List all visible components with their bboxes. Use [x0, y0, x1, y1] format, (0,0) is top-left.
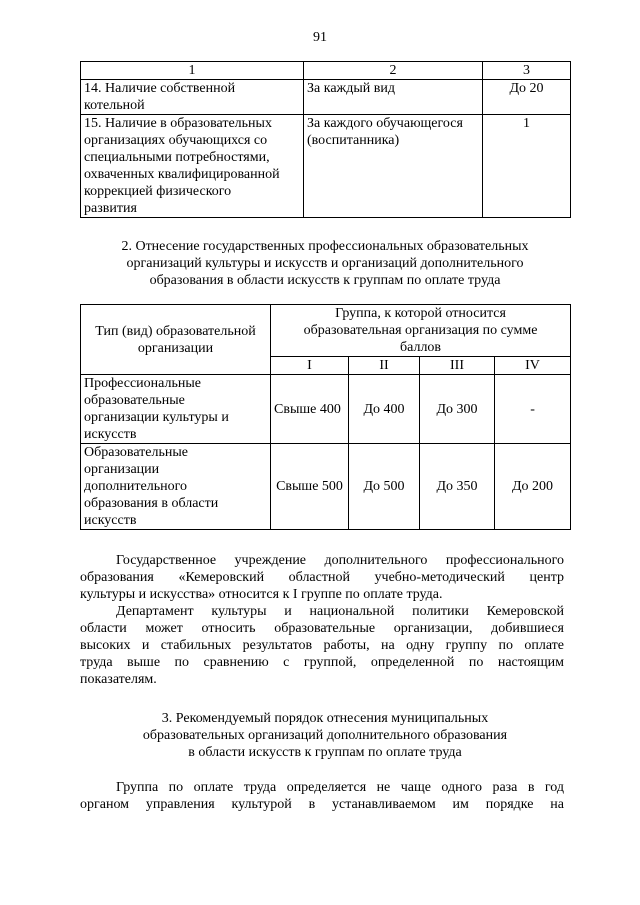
group-i-header: I: [271, 357, 349, 375]
value-cell: Свыше 400: [271, 375, 349, 444]
cell-line: (воспитанника): [307, 133, 400, 148]
group-ii-header: II: [349, 357, 420, 375]
paragraph-line: области может относить образовательные организации, добившиеся: [80, 621, 564, 636]
cell-line: специальными потребностями,: [84, 150, 270, 165]
value-cell: До 500: [349, 444, 420, 530]
cell-line: 14. Наличие собственной: [84, 81, 236, 96]
basis-cell: [304, 80, 483, 115]
score-cell: 1: [483, 115, 571, 218]
cell-line: За каждого обучающегося: [307, 116, 463, 131]
heading-line: 2. Отнесение государственных профессиональных образовательных: [121, 239, 529, 254]
value-cell: Свыше 500: [271, 444, 349, 530]
group-header-cell: [271, 305, 571, 357]
col-header-3: 3: [483, 62, 571, 80]
table-row: [81, 444, 571, 530]
criterion-cell: [81, 115, 304, 218]
col-header-2: 2: [304, 62, 483, 80]
table-row: [81, 375, 571, 444]
cell-line: организации: [84, 462, 160, 477]
header-line: образовательная организация по сумме: [303, 323, 538, 338]
heading-line: образовательных организаций дополнительного образования: [142, 728, 508, 743]
heading-line: 3. Рекомендуемый порядок отнесения муниципальных: [161, 711, 489, 726]
table-row: [81, 80, 571, 115]
paragraph-line: высоких и стабильных результатов работы, на одну группу по оплате: [80, 638, 564, 653]
paragraph-line: культуры и искусства» относится к I группе по оплате труда.: [80, 587, 443, 602]
value-cell: -: [495, 375, 571, 444]
header-line: баллов: [400, 340, 442, 355]
paragraph-line: Государственное учреждение дополнительного профессионального: [116, 553, 564, 568]
cell-line: 15. Наличие в образовательных: [84, 116, 272, 131]
section2-heading: [80, 238, 570, 289]
criterion-cell: [81, 80, 304, 115]
cell-line: коррекцией физического: [84, 184, 232, 199]
value-cell: До 350: [420, 444, 495, 530]
table-header-row: [81, 305, 571, 357]
cell-line: развития: [84, 201, 137, 216]
paragraph-line: показателям.: [80, 672, 157, 687]
cell-line: охваченных квалифицированной: [84, 167, 280, 182]
heading-line: в области искусств к группам по оплате труда: [188, 745, 462, 760]
paragraph-gou-dpo: [80, 552, 564, 603]
heading-line: образования в области искусств к группам по оплате труда: [149, 273, 501, 288]
header-line: Группа, к которой относится: [335, 306, 506, 321]
cell-line: Образовательные: [84, 445, 188, 460]
groups-table: [80, 304, 571, 530]
cell-line: искусств: [84, 513, 137, 528]
paragraph-line: труда выше по сравнению с группой, определенной по настоящим: [80, 655, 564, 670]
cell-line: образования в области: [84, 496, 219, 511]
paragraph-line: Группа по оплате труда определяется не чаще одного раза в год: [116, 780, 564, 795]
cell-line: Профессиональные: [84, 376, 201, 391]
value-cell: До 300: [420, 375, 495, 444]
group-iv-header: IV: [495, 357, 571, 375]
page-number: 91: [313, 30, 327, 45]
type-header-cell: [81, 305, 271, 375]
table-header-row: [81, 62, 571, 80]
group-iii-header: III: [420, 357, 495, 375]
table-row: [81, 115, 571, 218]
paragraph-group-determination: [80, 779, 564, 813]
header-line: организации: [137, 340, 214, 356]
criteria-table: [80, 61, 571, 218]
cell-line: организации культуры и: [84, 410, 229, 425]
cell-line: котельной: [84, 98, 145, 113]
heading-line: организаций культуры и искусств и организаций дополнительного: [126, 256, 524, 271]
section3-heading: [80, 710, 570, 761]
cell-line: дополнительного: [84, 479, 187, 494]
paragraph-line: Департамент культуры и национальной политики Кемеровской: [116, 604, 564, 619]
col-header-1: 1: [81, 62, 304, 80]
cell-line: За каждый вид: [307, 81, 395, 96]
type-cell: [81, 375, 271, 444]
score-cell: До 20: [483, 80, 571, 115]
type-cell: [81, 444, 271, 530]
paragraph-line: органом управления культурой в устанавливаемом им порядке на: [80, 797, 564, 812]
value-cell: До 200: [495, 444, 571, 530]
cell-line: искусств: [84, 427, 137, 442]
cell-line: организациях обучающихся со: [84, 133, 268, 148]
value-cell: До 400: [349, 375, 420, 444]
paragraph-line: образования «Кемеровский областной учебно-методический центр: [80, 570, 564, 585]
cell-line: образовательные: [84, 393, 185, 408]
header-line: Тип (вид) образовательной: [95, 323, 256, 339]
paragraph-department: [80, 603, 564, 688]
basis-cell: [304, 115, 483, 218]
